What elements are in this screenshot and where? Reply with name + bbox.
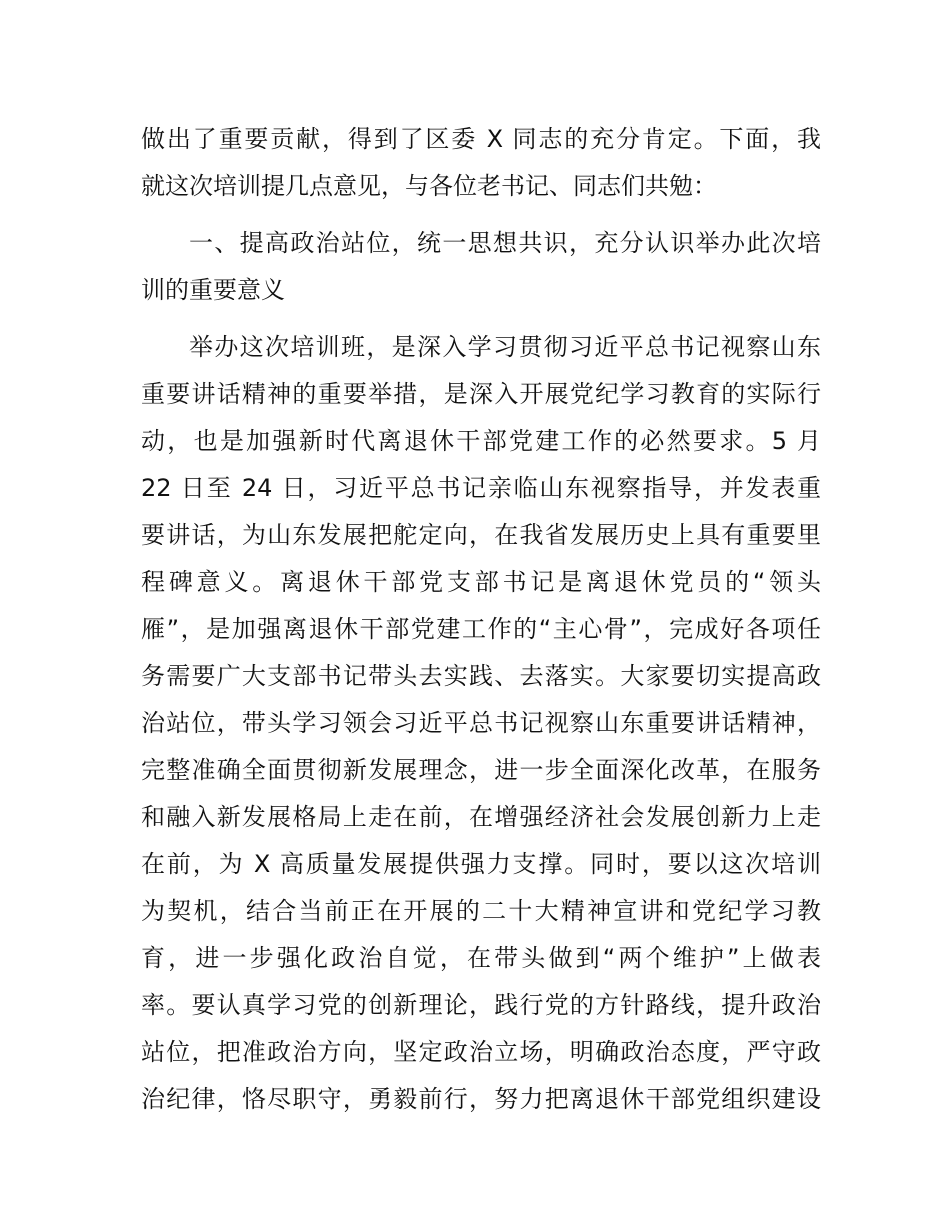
section-heading-1 xyxy=(141,220,821,314)
text-line: 举办这次培训班，是深入学习贯彻习近平总书记视察山东 xyxy=(189,333,821,361)
text-line: 22 日至 24 日，习近平总书记亲临山东视察指导，并发表重 xyxy=(141,474,821,502)
text-line: 率。要认真学习党的创新理论，践行党的方针路线，提升政治 xyxy=(141,991,821,1019)
text-line: 程碑意义。离退休干部党支部书记是离退休党员的“领头 xyxy=(141,568,821,596)
paragraph-intro xyxy=(141,116,821,210)
text-line: 完整准确全面贯彻新发展理念，进一步全面深化改革，在服务 xyxy=(141,756,821,784)
text-line: 就这次培训提几点意见，与各位老书记、同志们共勉： xyxy=(141,172,717,200)
text-line: 育，进一步强化政治自觉，在带头做到“两个维护”上做表 xyxy=(141,944,821,972)
paragraph-body xyxy=(141,324,821,1123)
text-line: 和融入新发展格局上走在前，在增强经济社会发展创新力上走 xyxy=(141,803,821,831)
text-line: 站位，把准政治方向，坚定政治立场，明确政治态度，严守政 xyxy=(141,1038,821,1066)
text-line: 重要讲话精神的重要举措，是深入开展党纪学习教育的实际行 xyxy=(141,380,821,408)
text-line: 治纪律，恪尽职守，勇毅前行，努力把离退休干部党组织建设 xyxy=(141,1085,821,1113)
text-line: 做出了重要贡献，得到了区委 X 同志的充分肯定。下面，我 xyxy=(141,125,821,153)
text-line: 治站位，带头学习领会习近平总书记视察山东重要讲话精神， xyxy=(141,709,821,737)
heading-line: 一、提高政治站位，统一思想共识，充分认识举办此次培 xyxy=(189,229,821,257)
text-line: 要讲话，为山东发展把舵定向，在我省发展历史上具有重要里 xyxy=(141,521,821,549)
document-body xyxy=(141,116,821,1123)
text-line: 雁”，是加强离退休干部党建工作的“主心骨”，完成好各项任 xyxy=(141,615,821,643)
text-line: 为契机，结合当前正在开展的二十大精神宣讲和党纪学习教 xyxy=(141,897,821,925)
text-line: 动，也是加强新时代离退休干部党建工作的必然要求。5 月 xyxy=(141,427,821,455)
text-line: 务需要广大支部书记带头去实践、去落实。大家要切实提高政 xyxy=(141,662,821,690)
text-line: 在前，为 X 高质量发展提供强力支撑。同时，要以这次培训 xyxy=(141,850,821,878)
heading-line: 训的重要意义 xyxy=(141,276,285,304)
